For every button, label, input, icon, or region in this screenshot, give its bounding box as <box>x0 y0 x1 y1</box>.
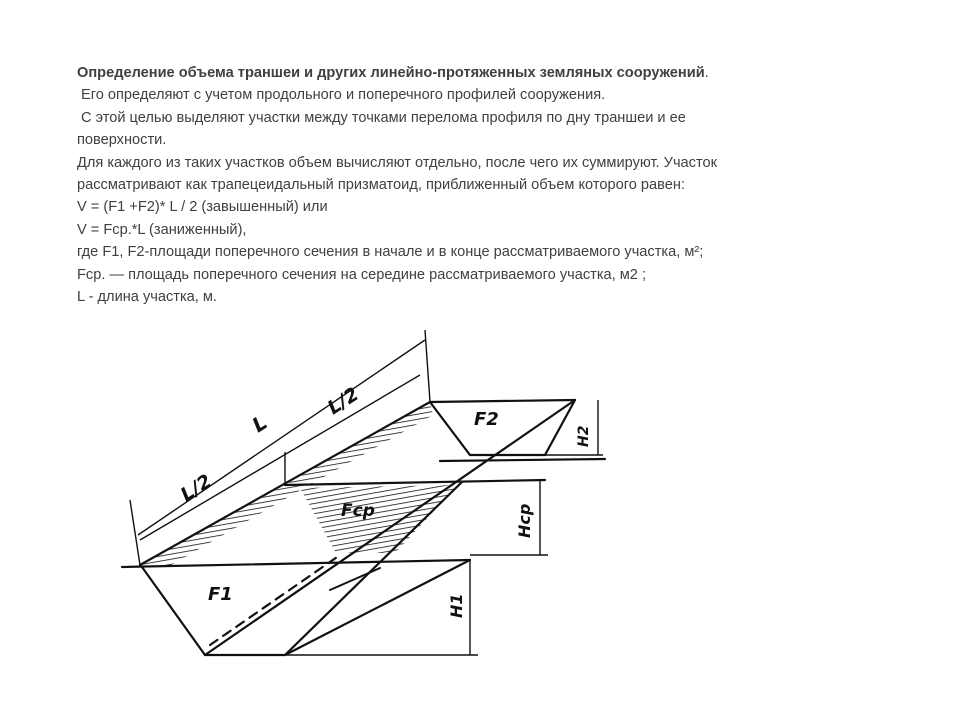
label-L-half-bottom: L/2 <box>176 470 216 507</box>
section-f1 <box>142 560 470 655</box>
hatched-fcp-slope <box>300 485 458 553</box>
long-edge-far <box>430 400 575 402</box>
dim-L-ext-left <box>130 500 140 565</box>
label-H2: H2 <box>576 425 592 447</box>
paragraph-line-4: Для каждого из таких участков объем вычисляют отдельно, после чего их суммируют. Участок <box>77 154 717 171</box>
label-L: L <box>247 410 272 438</box>
mid-section-top <box>285 480 545 485</box>
label-L-half-top: L/2 <box>323 383 363 420</box>
definition-l: L - длина участка, м. <box>77 289 217 306</box>
paragraph-line-3: поверхности. <box>77 132 167 149</box>
definition-fcp: Fср. — площадь поперечного сечения на середине рассматриваемого участка, м2 ; <box>77 266 647 283</box>
label-F1: F1 <box>208 584 233 605</box>
label-Fcp: Fср <box>341 501 375 521</box>
paragraph-line-1: Его определяют с учетом продольного и поперечного профилей сооружения. <box>81 87 606 104</box>
definition-f1-f2: где F1, F2-площади поперечного сечения в начале и в конце рассматриваемого участка, м²; <box>77 244 704 261</box>
ground-line-right <box>440 459 605 461</box>
title-end: . <box>704 65 709 81</box>
paragraph-line-2: С этой целью выделяют участки между точками перелома профиля по дну траншеи и ее <box>81 109 686 126</box>
formula-upper: V = (F1 +F2)* L / 2 (завышенный) или <box>77 199 328 216</box>
section-f2 <box>430 400 575 455</box>
formula-lower: V = Fср.*L (заниженный), <box>77 221 247 238</box>
title-bold: Определение объема траншеи и других линейно-протяженных земляных сооружений <box>77 65 705 81</box>
label-Hcp: Hср <box>515 503 534 538</box>
label-F2: F2 <box>474 409 499 430</box>
dim-L-ext-right <box>425 330 430 402</box>
paragraph-line-5: рассматривают как трапецеидальный призматоид, приближенный объем которого равен: <box>77 177 685 194</box>
label-H1: H1 <box>447 593 466 618</box>
